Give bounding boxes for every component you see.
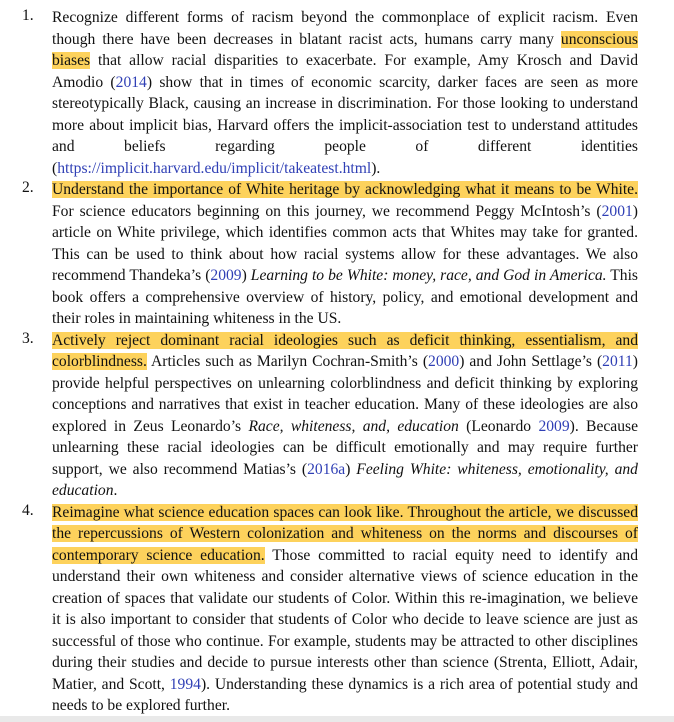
list-item (0, 330, 674, 502)
citation-link[interactable]: 2009 (538, 417, 570, 435)
highlight: Actively reject dominant racial ideologies such as deficit thinking, essentialism, and colorblindness. (52, 331, 638, 370)
item-text: Reimagine what science education spaces can look like. Throughout the article, we discussed the repercussions of Western colonization and whiteness on the norms and discourses of contemporary science education. Those committed to racial equity need to identify and understand their own whiteness and consider alternative views of science education in the creation of spaces that validate our students of Color. Within this re-imagination, we believe it is also important to consider that students of Color who decide to leave science are just as successful of those who continue. For example, students may be attracted to other disciplines during their studies and decide to pursue interests other than science (Strenta, Elliott, Adair, Matier, and Scott, 1994). Understanding these dynamics is a rich area of potential study and needs to be explored further. (52, 503, 638, 714)
citation-link[interactable]: 2009 (210, 267, 242, 284)
page-bottom-edge (0, 716, 674, 722)
url-link[interactable]: https://implicit.harvard.edu/implicit/takeatest.html (57, 159, 372, 177)
item-text: Actively reject dominant racial ideologies such as deficit thinking, essentialism, and colorblindness. Articles such as Marilyn Cochran-Smith’s (2000) and John Settlage’s (2011) provide helpful perspectives on unlearning colorblindness and deficit thinking by exploring conceptions and narratives that exist in teacher education. Many of these ideologies are also explored in Zeus Leonardo’s Race, whiteness, and, education (Leonardo 2009). Because unlearning these racial ideologies can be difficult emotionally and may require further support, we also recommend Matias’s (2016a) Feeling White: whiteness, emotionality, and education. (52, 331, 638, 499)
list-item (0, 7, 674, 179)
item-text: Understand the importance of White heritage by acknowledging what it means to be White. For science educators beginning on this journey, we recommend Peggy McIntosh’s (2001) article on White privilege, which identifies common acts that Whites may take for granted. This can be used to think about how racial systems allow for these advantages. We also recommend Thandeka’s (2009) Learning to be White: money, race, and God in America. This book offers a comprehensive overview of history, policy, and emotional development and their roles in maintaining whiteness in the US. (52, 181, 639, 327)
item-text: Recognize different forms of racism beyond the commonplace of explicit racism. Even though there have been decreases in blatant racist acts, humans carry many unconscious biases that allow racial disparities to exacerbate. For example, Amy Krosch and David Amodio (2014) show that in times of economic scarcity, darker faces are seen as more stereotypically Black, causing an increase in discrimination. For those looking to understand more about implicit bias, Harvard offers the implicit-association test to understand attitudes and beliefs regarding people of different identities (https://implicit.harvard.edu/implicit/takeatest.html). (52, 9, 638, 177)
item-number: 2. (22, 179, 34, 196)
item-number: 3. (22, 329, 34, 347)
recommendations-list (0, 7, 674, 717)
book-title: Race, whiteness, and, education (248, 417, 459, 435)
list-item (0, 179, 674, 330)
citation-link[interactable]: 2011 (602, 353, 633, 370)
item-number: 4. (22, 501, 34, 519)
highlight: unconscious biases (52, 30, 638, 69)
citation-link[interactable]: 2001 (601, 202, 633, 220)
citation-link[interactable]: 2016a (307, 460, 346, 478)
citation-link[interactable]: 1994 (169, 675, 201, 693)
citation-link[interactable]: 2014 (115, 73, 147, 91)
highlight: Reimagine what science education spaces can look like. Throughout the article, we discussed the repercussions of Western colonization and whiteness on the norms and discourses of contemporary science education. (52, 503, 638, 564)
book-title: Feeling White: whiteness, emotionality, and education (52, 460, 638, 499)
list-item (0, 502, 674, 717)
item-number: 1. (22, 7, 34, 24)
highlight: Understand the importance of White heritage by acknowledging what it means to be White. (52, 181, 638, 198)
citation-link[interactable]: 2000 (428, 353, 460, 370)
book-title: Learning to be White: money, race, and God in America. (250, 267, 607, 284)
